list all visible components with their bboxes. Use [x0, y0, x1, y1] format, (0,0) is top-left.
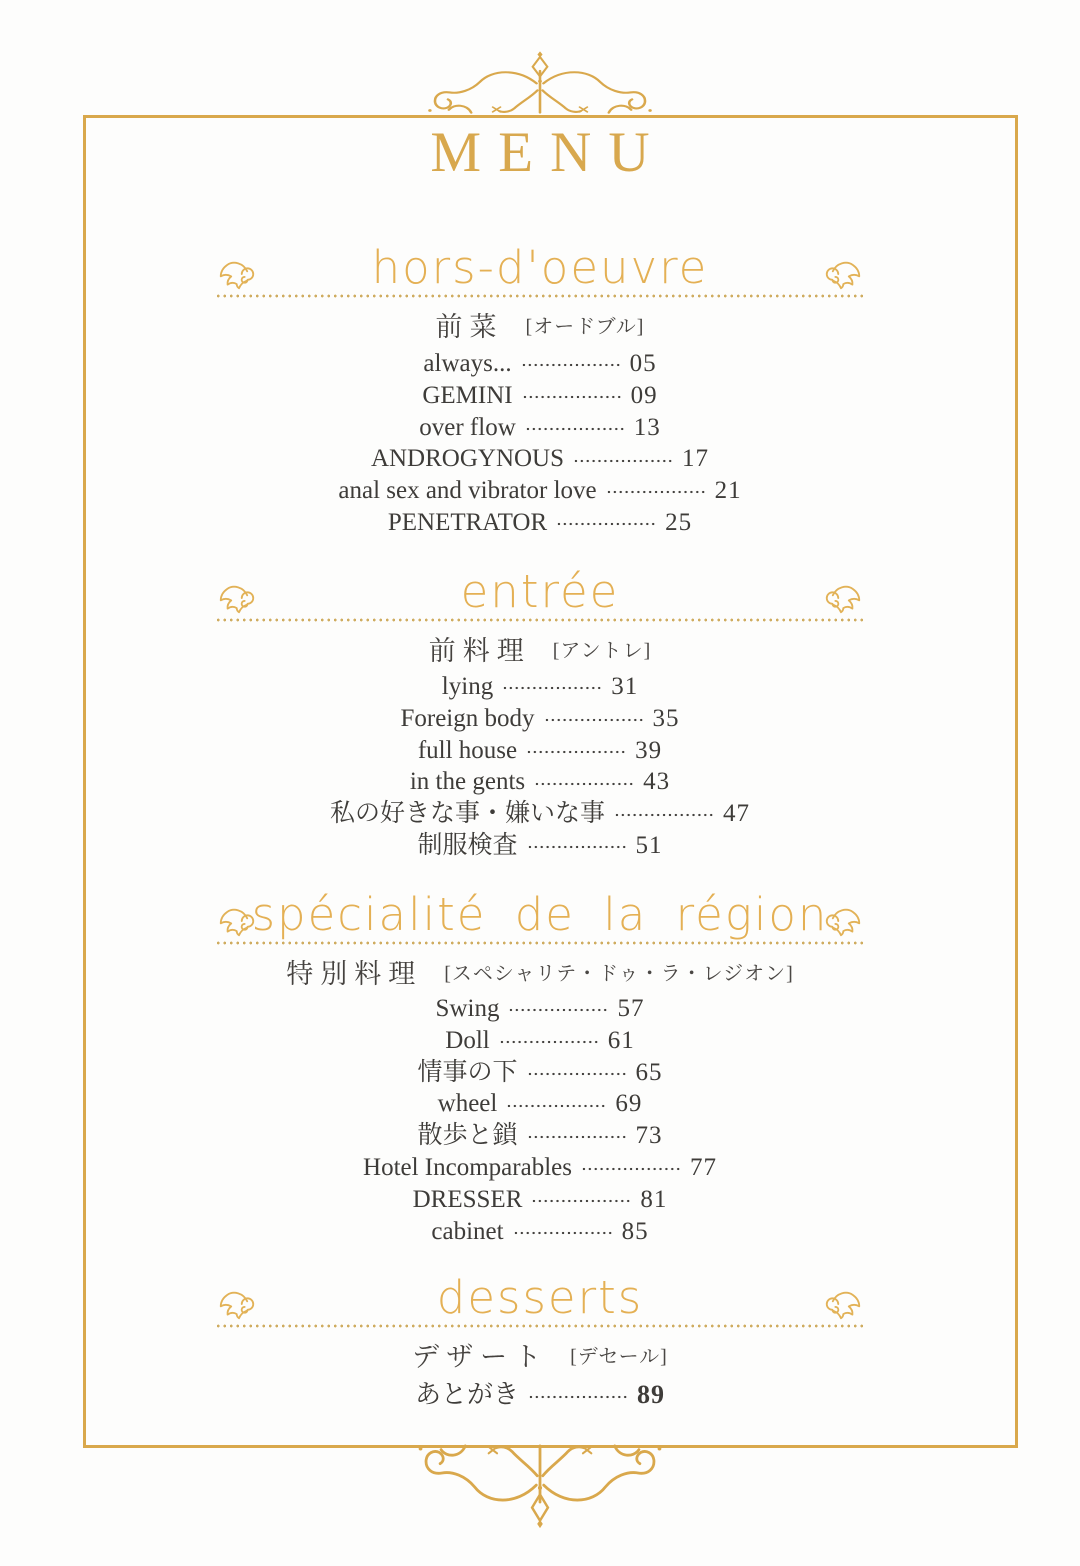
- toc-item: [0, 798, 1080, 830]
- dot-leader: [527, 1072, 627, 1076]
- toc-item-title: lying: [441, 673, 494, 700]
- toc-item-title: 制服検査: [417, 831, 518, 859]
- toc-item-title: anal sex and vibrator love: [338, 477, 597, 505]
- toc-page-number: 05: [629, 350, 657, 377]
- toc-page-number: 13: [633, 413, 661, 441]
- toc-item-title: Hotel Incomparables: [363, 1153, 572, 1181]
- section-title-desserts: desserts: [436, 1271, 644, 1324]
- toc-item-title: Swing: [435, 995, 500, 1022]
- dot-leader: [581, 1167, 681, 1171]
- wing-left-icon: [218, 582, 260, 616]
- dot-leader: [522, 395, 622, 399]
- dot-leader: [573, 459, 673, 463]
- toc-item: [0, 671, 1080, 703]
- dot-leader: [526, 750, 626, 754]
- dot-leader: [528, 1395, 628, 1399]
- toc-item: [0, 993, 1080, 1025]
- toc-item-title: PENETRATOR: [387, 508, 548, 536]
- dot-leader: [556, 522, 656, 526]
- wing-right-icon: [820, 258, 862, 292]
- toc-page-number: 69: [615, 1090, 643, 1118]
- dotted-separator: [215, 294, 865, 298]
- dot-leader: [513, 1231, 613, 1235]
- toc-item-title: wheel: [437, 1090, 498, 1118]
- toc-page-number: 21: [714, 477, 742, 505]
- toc-item: [0, 766, 1080, 798]
- section-title-hors-doeuvre: hors-d'oeuvre: [371, 241, 709, 294]
- toc-item: [0, 380, 1080, 412]
- section-subtitle: [0, 952, 1080, 991]
- toc-page-number: 31: [611, 673, 639, 700]
- dot-leader: [544, 718, 644, 722]
- toc-item-title: 散歩と鎖: [417, 1122, 518, 1150]
- ornamental-crest-inverted-icon: [400, 1444, 680, 1530]
- toc-item-title: 情事の下: [417, 1058, 518, 1086]
- toc-item-title: あとがき: [414, 1380, 519, 1409]
- section-title-specialite: spécialité de la région: [251, 888, 829, 941]
- toc-page-number: 89: [637, 1380, 665, 1409]
- toc-item: [0, 1057, 1080, 1089]
- toc-item-title: GEMINI: [422, 381, 513, 409]
- toc-item: [0, 1216, 1080, 1248]
- toc-list-desserts: [0, 1377, 1080, 1413]
- dotted-separator: [215, 941, 865, 945]
- dot-leader: [527, 1135, 627, 1139]
- toc-item: [0, 1184, 1080, 1216]
- toc-item: [0, 1025, 1080, 1057]
- wing-left-icon: [218, 1288, 260, 1322]
- subtitle-japanese: 特別料理: [286, 959, 423, 989]
- toc-page-number: 77: [689, 1153, 717, 1181]
- wing-left-icon: [218, 258, 260, 292]
- toc-item: [0, 1152, 1080, 1184]
- toc-page-number: 61: [607, 1026, 635, 1054]
- dot-leader: [502, 686, 602, 690]
- dot-leader: [531, 1199, 631, 1203]
- toc-page-number: 57: [617, 995, 645, 1022]
- dotted-separator: [215, 1324, 865, 1328]
- dot-leader: [521, 363, 621, 367]
- toc-page-number: 17: [682, 445, 710, 473]
- toc-list-hors-doeuvre: [0, 348, 1080, 539]
- toc-item-title: ANDROGYNOUS: [370, 445, 565, 473]
- section-subtitle: [0, 305, 1080, 344]
- toc-item-title: Doll: [445, 1026, 490, 1054]
- toc-page-number: 65: [635, 1058, 663, 1086]
- dot-leader: [525, 427, 625, 431]
- toc-list-specialite: [0, 993, 1080, 1247]
- toc-item-title: 私の好きな事・嫌いな事: [329, 800, 605, 828]
- subtitle-reading: [デセール]: [570, 1346, 668, 1368]
- wing-left-icon: [218, 905, 260, 939]
- wing-right-icon: [820, 1288, 862, 1322]
- toc-item-title: Foreign body: [400, 704, 535, 732]
- toc-page-number: 47: [723, 800, 750, 828]
- toc-item: [0, 703, 1080, 735]
- toc-page-number: 51: [635, 831, 663, 859]
- toc-list-entree: [0, 671, 1080, 862]
- toc-item-title: DRESSER: [412, 1185, 523, 1213]
- toc-item: [0, 443, 1080, 475]
- section-title-entree: entrée: [460, 565, 620, 618]
- toc-item-title: cabinet: [431, 1217, 504, 1245]
- toc-page-number: 85: [621, 1217, 649, 1245]
- wing-right-icon: [820, 582, 862, 616]
- toc-page-number: 39: [635, 736, 663, 764]
- toc-item: [0, 1377, 1080, 1413]
- dotted-separator: [215, 618, 865, 622]
- section-subtitle: [0, 629, 1080, 668]
- dot-leader: [606, 490, 706, 494]
- dot-leader: [534, 782, 634, 786]
- subtitle-japanese: デザート: [412, 1342, 549, 1372]
- toc-item-title: full house: [417, 736, 518, 764]
- dot-leader: [508, 1008, 608, 1012]
- toc-item: [0, 1120, 1080, 1152]
- toc-page-number: 35: [652, 704, 680, 732]
- toc-item: [0, 412, 1080, 444]
- dot-leader: [614, 813, 714, 817]
- subtitle-japanese: 前料理: [428, 636, 531, 666]
- subtitle-japanese: 前菜: [435, 312, 504, 342]
- toc-item-title: always...: [423, 350, 512, 377]
- subtitle-reading: [スペシャリテ・ドゥ・ラ・レジオン]: [444, 963, 794, 985]
- toc-page-number: 43: [643, 768, 671, 796]
- toc-page-number: 09: [630, 381, 658, 409]
- dot-leader: [506, 1104, 606, 1108]
- subtitle-reading: [オードブル]: [525, 316, 645, 338]
- toc-page-number: 73: [635, 1122, 663, 1150]
- toc-item-title: over flow: [419, 413, 516, 441]
- wing-right-icon: [820, 905, 862, 939]
- toc-item: [0, 475, 1080, 507]
- toc-item: [0, 348, 1080, 380]
- toc-page-number: 81: [640, 1185, 668, 1213]
- subtitle-reading: [アントレ]: [552, 640, 652, 662]
- page-title: MENU: [430, 121, 667, 184]
- toc-item-title: in the gents: [409, 768, 526, 796]
- toc-page-number: 25: [665, 508, 693, 536]
- toc-item: [0, 1088, 1080, 1120]
- dot-leader: [499, 1040, 599, 1044]
- ornamental-crest-icon: [411, 50, 669, 114]
- toc-item: [0, 735, 1080, 767]
- dot-leader: [527, 845, 627, 849]
- section-subtitle: [0, 1335, 1080, 1374]
- toc-item: [0, 507, 1080, 539]
- toc-item: [0, 830, 1080, 862]
